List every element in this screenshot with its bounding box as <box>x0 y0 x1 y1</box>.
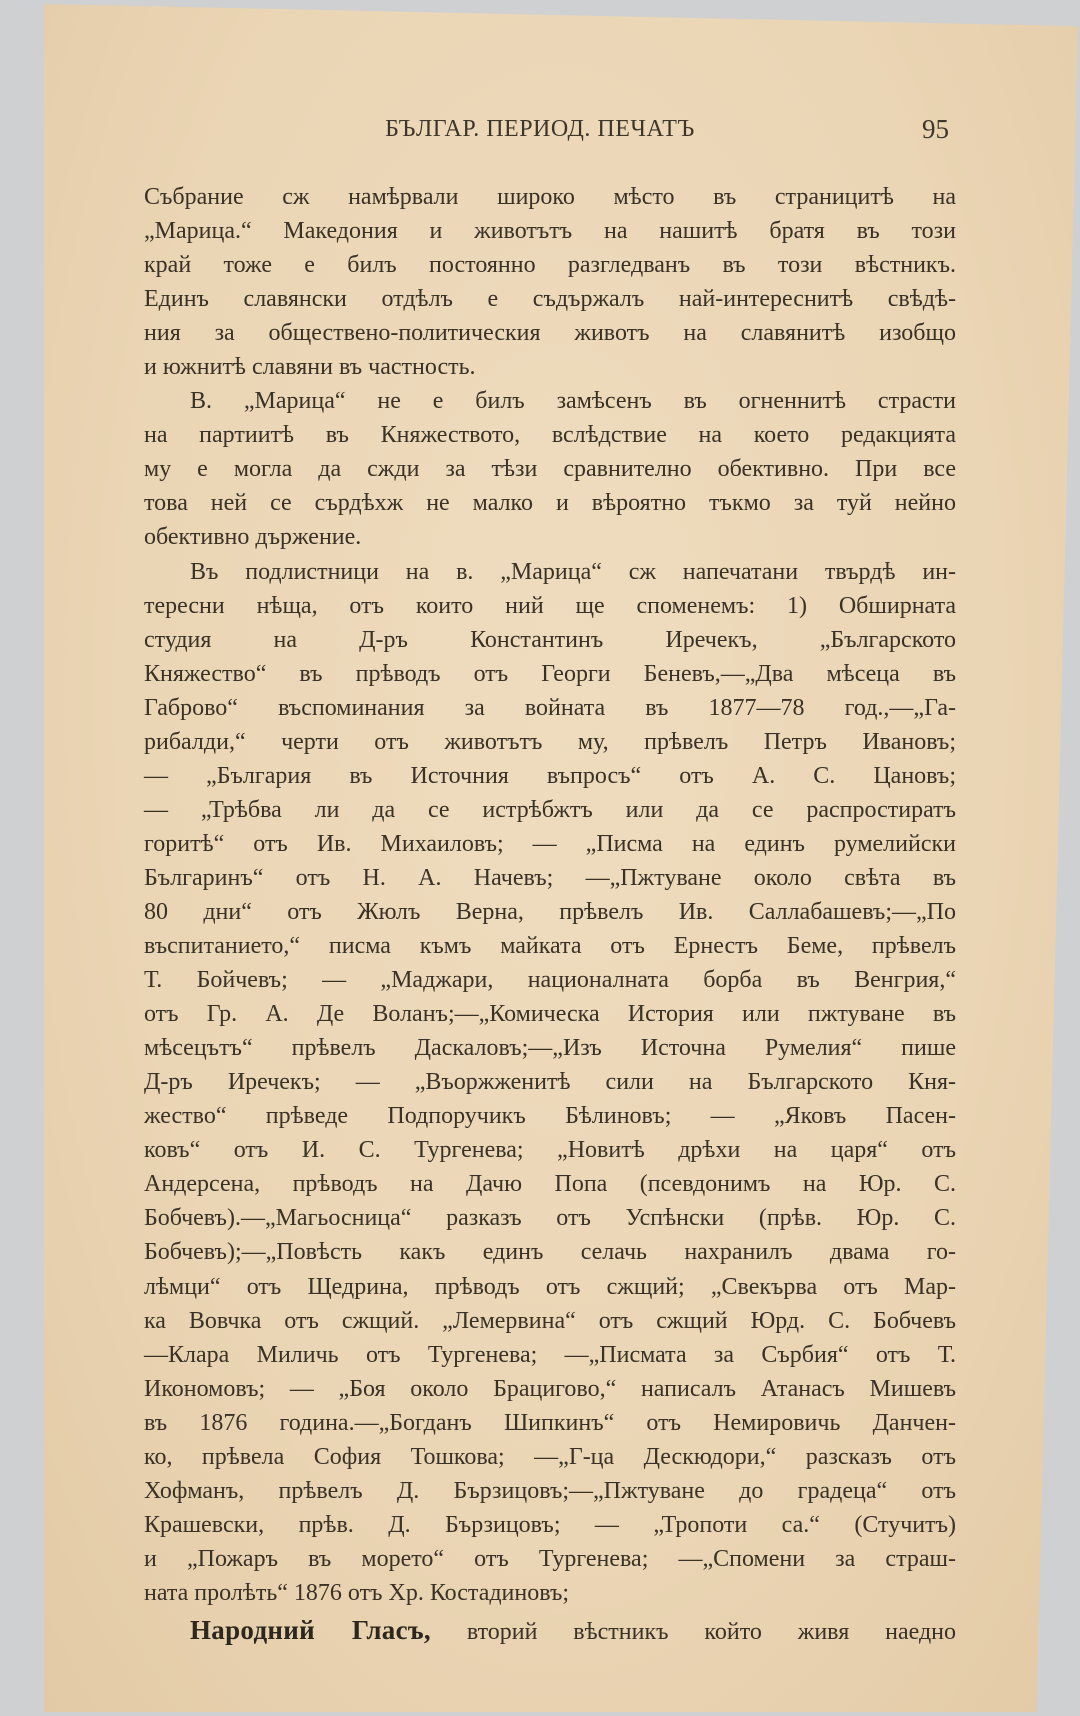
text-line: Габрово“ въспоминания за войната въ 1877—78 год.,—„Га- <box>144 694 956 721</box>
text-line: мѣсецътъ“ прѣвелъ Даскаловъ;—„Изъ Источна Румелия“ пише <box>144 1035 956 1062</box>
final-line <box>144 1612 956 1648</box>
text-line: Събрание сж намѣрвали широко мѣсто въ страницитѣ на <box>144 184 956 210</box>
text-column <box>144 180 956 1648</box>
final-line-text: вторий вѣстникъ който живя наедно <box>466 1618 956 1645</box>
text-line: ния за обществено-политическия животъ на славянитѣ изобщо <box>144 320 956 347</box>
text-line: и „Пожаръ въ морето“ отъ Тургенева; —„Спомени за страш- <box>144 1545 956 1572</box>
paragraph <box>144 180 956 384</box>
text-line: въ 1876 година.—„Богданъ Шипкинъ“ отъ Немировичь Данчен- <box>144 1409 956 1436</box>
text-line: Бобчевъ);—„Повѣсть какъ единъ селачь нахранилъ двама го- <box>144 1239 956 1266</box>
text-line: това ней се сърдѣхж не малко и вѣроятно тъкмо за туй нейно <box>144 490 956 517</box>
text-line: ка Вовчка отъ сжщий. „Лемервина“ отъ сжщий Юрд. С. Бобчевъ <box>144 1307 956 1334</box>
text-line: Андерсена, прѣводъ на Дачю Попа (псевдонимъ на Юр. С. <box>144 1171 956 1198</box>
text-line: край тоже е билъ постоянно разгледванъ въ този вѣстникъ. <box>144 252 956 279</box>
text-line: Въ подлистници на в. „Марица“ сж напечатани твърдѣ ин- <box>190 558 956 585</box>
text-line: Единъ славянски отдѣлъ е съдържалъ най-интереснитѣ свѣдѣ- <box>144 286 956 313</box>
text-line: Икономовъ; — „Боя около Брацигово,“ написалъ Атанасъ Мишевъ <box>144 1375 956 1402</box>
text-line: отъ Гр. А. Де Воланъ;—„Комическа История или пжтуване въ <box>144 1001 956 1028</box>
paragraph <box>144 555 956 1610</box>
text-line: горитѣ“ отъ Ив. Михаиловъ; — „Писма на единъ румелийски <box>144 830 956 857</box>
text-line: —Клара Миличь отъ Тургенева; —„Писмата за Сърбия“ отъ Т. <box>144 1341 956 1368</box>
text-line: ната пролѣть“ 1876 отъ Хр. Костадиновъ; <box>144 1579 570 1606</box>
text-line: рибалди,“ черти отъ животътъ му, прѣвелъ Петръ Ивановъ; <box>144 728 956 755</box>
text-line: и южнитѣ славяни въ частность. <box>144 354 476 381</box>
text-line: — „Трѣбва ли да се истрѣбжтъ или да се распростиратъ <box>144 796 956 823</box>
text-line: обективно държение. <box>144 524 362 551</box>
text-line: лѣмци“ отъ Щедрина, прѣводъ отъ сжщий; „Свекърва отъ Мар- <box>144 1273 956 1300</box>
newspaper-title: Народний Гласъ, <box>190 1614 431 1645</box>
text-line: Т. Бойчевъ; — „Маджари, националната борба въ Венгрия,“ <box>144 967 956 994</box>
text-line: на партиитѣ въ Княжеството, вслѣдствие на което редакцията <box>144 422 956 449</box>
text-line: Княжество“ въ прѣводъ отъ Георги Беневъ,—„Два мѣсеца въ <box>144 660 956 687</box>
text-line: жество“ прѣведе Подпоручикъ Бѣлиновъ; — „Яковъ Пасен- <box>144 1103 956 1130</box>
text-line: ко, прѣвела София Тошкова; —„Г-ца Дескюдори,“ разсказъ отъ <box>144 1443 956 1470</box>
page-number: 95 <box>922 114 949 144</box>
text-line: му е могла да сжди за тѣзи сравнително обективно. При все <box>144 456 956 483</box>
text-line: студия на Д-ръ Константинъ Иречекъ, „Българското <box>144 626 956 653</box>
text-line: тересни нѣща, отъ които ний ще споменемъ: 1) Обширната <box>144 592 956 619</box>
text-line: въспитанието,“ писма къмъ майката отъ Ернестъ Беме, прѣвелъ <box>144 933 956 960</box>
text-line: Крашевски, прѣв. Д. Бързицовъ; — „Тропоти са.“ (Стучитъ) <box>144 1511 956 1538</box>
text-line: — „България въ Источния въпросъ“ отъ А. С. Цановъ; <box>144 762 956 789</box>
text-line: „Марица.“ Македония и животътъ на нашитѣ братя въ този <box>144 218 956 245</box>
paragraph <box>144 384 956 554</box>
text-line: В. „Марица“ не е билъ замѣсенъ въ огненнитѣ страсти <box>190 388 956 415</box>
text-line: 80 дни“ отъ Жюлъ Верна, прѣвелъ Ив. Саллабашевъ;—„По <box>144 898 956 925</box>
text-line: Бобчевъ).—„Магьосница“ разказъ отъ Успѣнски (прѣв. Юр. С. <box>144 1205 956 1232</box>
text-line: ковъ“ отъ И. С. Тургенева; „Новитѣ дрѣхи на царя“ отъ <box>144 1137 956 1164</box>
text-line: Българинъ“ отъ Н. А. Начевъ; —„Пжтуване около свѣта въ <box>144 864 956 891</box>
running-title: БЪЛГАР. ПЕРИОД. ПЕЧАТЪ <box>385 116 695 142</box>
text-line: Хофманъ, прѣвелъ Д. Бързицовъ;—„Пжтуване до градеца“ отъ <box>144 1477 956 1504</box>
text-line: Д-ръ Иречекъ; — „Въоржженитѣ сили на Българското Кня- <box>144 1069 956 1096</box>
